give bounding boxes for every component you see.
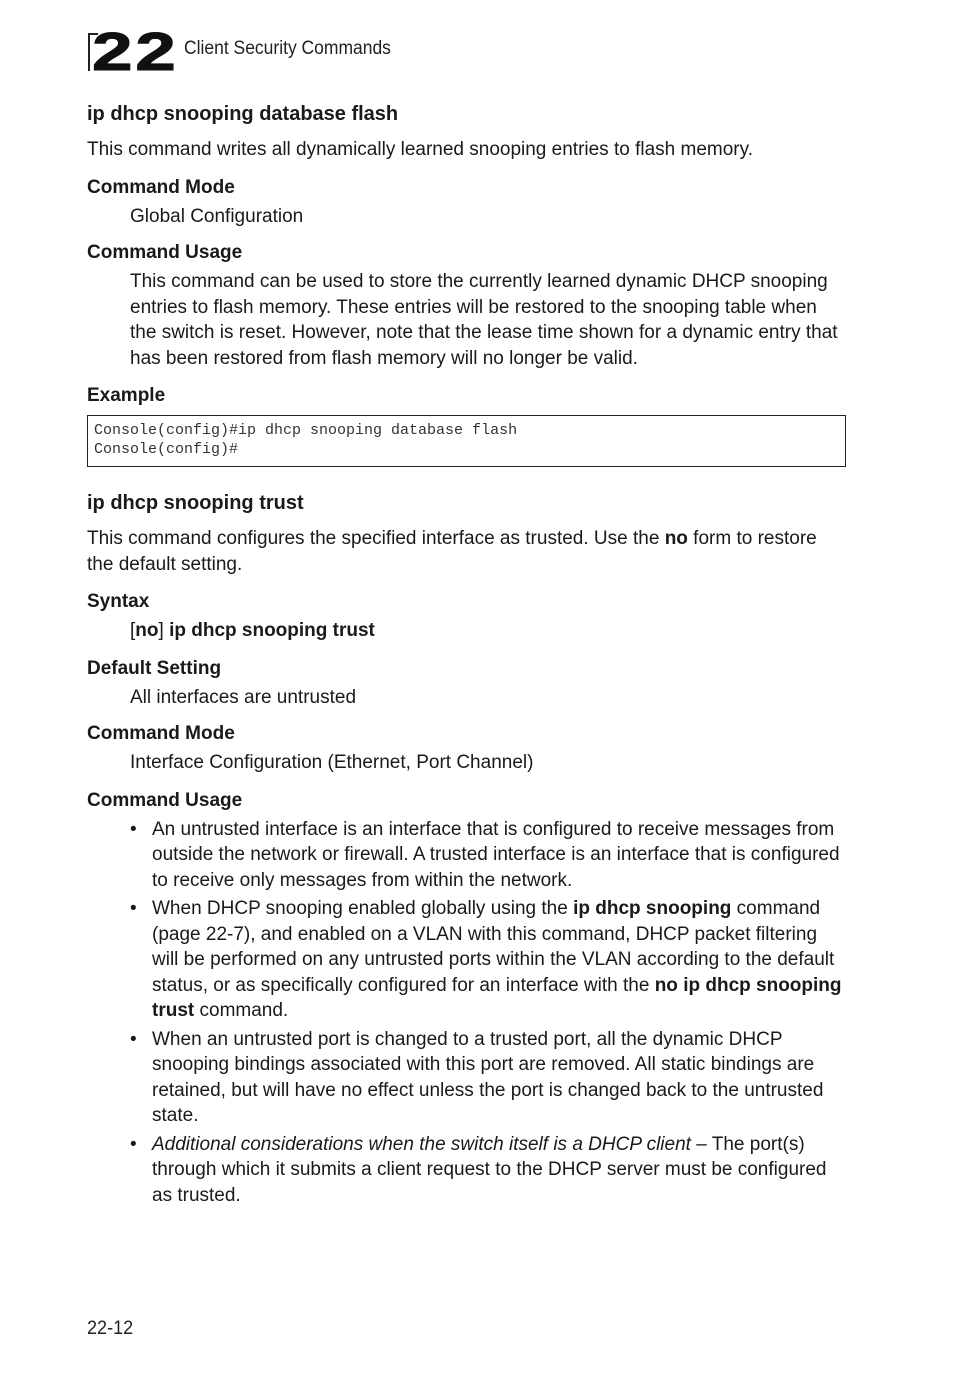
command-mode-heading: Command Mode	[87, 176, 235, 198]
description-bold-keyword: no	[664, 528, 688, 549]
command-mode-value: Interface Configuration (Ethernet, Port Channel)	[130, 752, 534, 773]
syntax-no-keyword: no	[135, 620, 159, 641]
description-text: form to restore the default setting.	[87, 528, 817, 575]
bullet-text: An untrusted interface is an interface that is configured to receive messages from outside the network or firewall. A trusted interface is an interface that is configured to receive only messages from within the network.	[152, 818, 840, 891]
command-usage-heading: Command Usage	[87, 789, 243, 811]
list-item	[87, 1027, 847, 1129]
chapter-number: 22	[92, 22, 179, 82]
bullet-icon: •	[130, 1028, 137, 1050]
syntax-heading: Syntax	[87, 591, 150, 612]
bullet-icon: •	[130, 818, 137, 840]
page-number: 22-12	[87, 1318, 134, 1339]
bullet-text: – The port(s) through which it submits a client request to the DHCP server must be configured as trusted.	[152, 1133, 827, 1206]
syntax-bracket: ]	[158, 620, 170, 641]
bullet-italic-text: Additional considerations when the switch itself is a DHCP client	[152, 1133, 691, 1155]
bullet-bold-command: no ip dhcp snooping trust	[152, 974, 842, 1021]
command-mode-heading: Command Mode	[87, 723, 235, 744]
code-line: Console(config)#ip dhcp snooping database flash	[94, 422, 518, 439]
command-title-database-flash: ip dhcp snooping database flash	[87, 103, 399, 125]
command-description: This command writes all dynamically learned snooping entries to flash memory.	[87, 139, 753, 160]
list-item	[87, 817, 847, 894]
command-title-snooping-trust: ip dhcp snooping trust	[87, 492, 304, 514]
list-item	[87, 1132, 847, 1209]
example-heading: Example	[87, 385, 166, 406]
command-usage-list	[87, 817, 847, 1209]
example-code-block	[87, 415, 846, 467]
code-line: Console(config)#	[94, 441, 239, 458]
syntax-line	[130, 618, 847, 644]
description-text: This command configures the specified interface as trusted. Use the	[87, 528, 665, 549]
default-setting-heading: Default Setting	[87, 657, 222, 679]
bullet-text: command.	[194, 1000, 289, 1021]
command-usage-heading: Command Usage	[87, 242, 243, 263]
bullet-icon: •	[130, 898, 137, 919]
bullet-bold-command: ip dhcp snooping	[573, 898, 732, 919]
bullet-text: When DHCP snooping enabled globally using the	[152, 898, 574, 919]
command-description	[87, 526, 847, 577]
bullet-icon: •	[130, 1133, 137, 1155]
page-content	[87, 100, 847, 1211]
default-setting-value: All interfaces are untrusted	[130, 686, 357, 708]
command-mode-value: Global Configuration	[130, 205, 304, 227]
bullet-text: command (page 22-7), and enabled on a VLAN with this command, DHCP packet filtering will be performed on any untrusted ports within the VLAN according to the default status, or as specifically configured for an interface with the	[152, 898, 835, 996]
chapter-title: Client Security Commands	[184, 38, 391, 59]
syntax-bracket: [	[130, 620, 136, 641]
command-usage-text: This command can be used to store the currently learned dynamic DHCP snooping entries to flash memory. These entries will be restored to the snooping table when the switch is reset. However, note that the lease time shown for a dynamic entry that has been restored from flash memory will no longer be valid.	[130, 271, 838, 369]
bullet-text: When an untrusted port is changed to a trusted port, all the dynamic DHCP snooping bindings associated with this port are removed. All static bindings are retained, but will have no effect unless the port is changed back to the untrusted state.	[152, 1028, 824, 1126]
syntax-command: ip dhcp snooping trust	[169, 620, 375, 641]
list-item	[87, 896, 847, 1024]
